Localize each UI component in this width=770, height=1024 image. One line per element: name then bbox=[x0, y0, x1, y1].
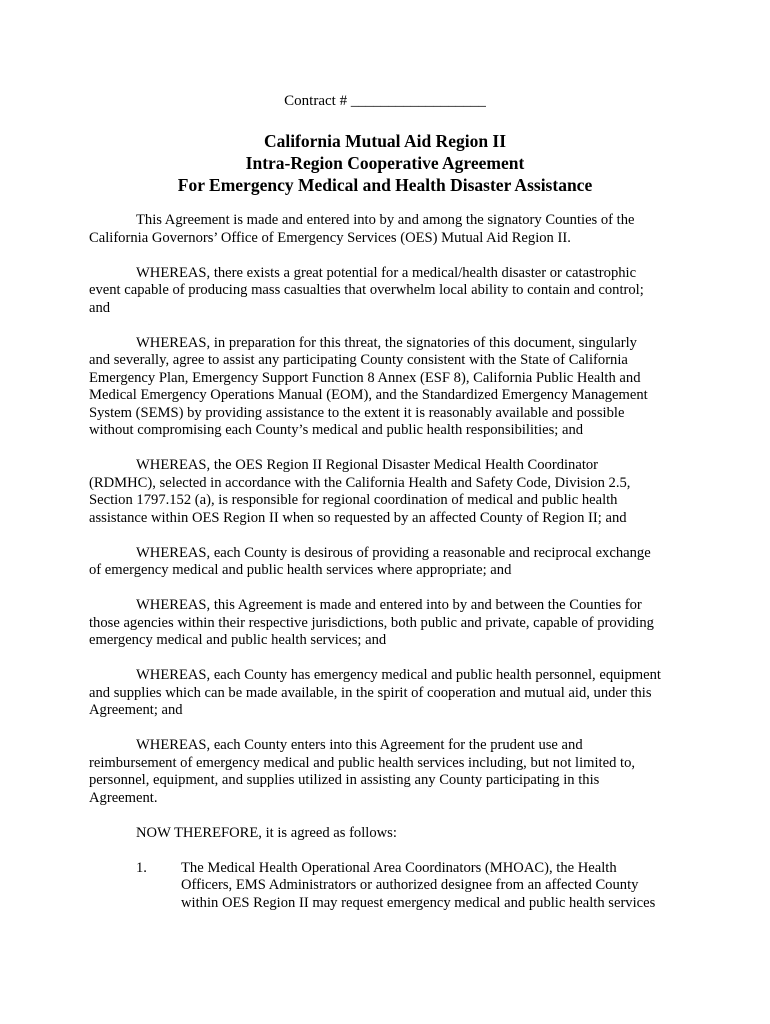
paragraph-line: System (SEMS) by providing assistance to the extent it is reasonably available and possible bbox=[89, 404, 625, 421]
paragraph-line: Agreement; and bbox=[89, 702, 183, 718]
paragraph-line: and bbox=[89, 299, 111, 316]
paragraph-line: WHEREAS, the OES Region II Regional Disaster Medical Health Coordinator bbox=[136, 457, 599, 473]
item-number: 1. bbox=[136, 859, 147, 876]
document-body bbox=[89, 212, 689, 912]
item-line: within OES Region II may request emergency medical and public health services bbox=[181, 894, 656, 911]
paragraph-line: and severally, agree to assist any participating County consistent with the State of California bbox=[89, 352, 628, 368]
paragraph-line: Emergency Plan, Emergency Support Function 8 Annex (ESF 8), California Public Health and bbox=[89, 369, 641, 386]
paragraph-line: WHEREAS, in preparation for this threat, the signatories of this document, singularly bbox=[136, 334, 637, 351]
document-title bbox=[0, 130, 770, 196]
paragraph-line: of emergency medical and public health services where appropriate; and bbox=[89, 562, 512, 578]
paragraph-line: personnel, equipment, and supplies utilized in assisting any County participating in this bbox=[89, 772, 600, 788]
paragraph-line: Agreement. bbox=[89, 789, 158, 806]
title-line-2: Intra-Region Cooperative Agreement bbox=[245, 153, 525, 173]
paragraph bbox=[89, 737, 689, 807]
paragraph-line: WHEREAS, there exists a great potential for a medical/health disaster or catastrophic bbox=[136, 264, 637, 281]
paragraph-line: Medical Emergency Operations Manual (EOM), and the Standardized Emergency Management bbox=[89, 387, 648, 403]
paragraph-line: and supplies which can be made available, in the spirit of cooperation and mutual aid, under this bbox=[89, 684, 652, 701]
numbered-item bbox=[89, 860, 689, 913]
paragraph bbox=[89, 212, 689, 247]
paragraph-line: those agencies within their respective jurisdictions, both public and private, capable of providing bbox=[89, 614, 654, 631]
paragraph bbox=[89, 265, 689, 318]
paragraph-line: This Agreement is made and entered into by and among the signatory Counties of the bbox=[136, 212, 635, 228]
paragraph bbox=[89, 335, 689, 440]
paragraph-line: WHEREAS, each County is desirous of providing a reasonable and reciprocal exchange bbox=[136, 544, 651, 561]
paragraph bbox=[89, 667, 689, 720]
item-line: The Medical Health Operational Area Coordinators (MHOAC), the Health bbox=[181, 859, 617, 876]
paragraph-line: WHEREAS, each County has emergency medical and public health personnel, equipment bbox=[136, 667, 661, 683]
paragraph-line: WHEREAS, this Agreement is made and entered into by and between the Counties for bbox=[136, 597, 642, 613]
paragraph bbox=[89, 545, 689, 580]
paragraph-line: California Governors’ Office of Emergency Services (OES) Mutual Aid Region II. bbox=[89, 229, 571, 246]
paragraph-line: emergency medical and public health services; and bbox=[89, 632, 387, 648]
paragraph bbox=[89, 457, 689, 527]
paragraph bbox=[89, 597, 689, 650]
paragraph bbox=[89, 825, 689, 843]
title-line-3: For Emergency Medical and Health Disaster Assistance bbox=[177, 175, 593, 195]
paragraph-line: WHEREAS, each County enters into this Agreement for the prudent use and bbox=[136, 737, 583, 753]
paragraph-line: event capable of producing mass casualties that overwhelm local ability to contain and control; bbox=[89, 282, 644, 298]
paragraph-line: NOW THEREFORE, it is agreed as follows: bbox=[136, 824, 397, 841]
paragraph-line: (RDMHC), selected in accordance with the California Health and Safety Code, Division 2.5, bbox=[89, 474, 631, 491]
paragraph-line: without compromising each County’s medical and public health responsibilities; and bbox=[89, 422, 584, 438]
item-line: Officers, EMS Administrators or authorized designee from an affected County bbox=[181, 877, 639, 893]
paragraph-line: assistance within OES Region II when so requested by an affected County of Region II; and bbox=[89, 509, 627, 526]
title-line-1: California Mutual Aid Region II bbox=[263, 131, 507, 151]
item-text bbox=[181, 860, 689, 913]
contract-number-line: Contract # __________________ bbox=[284, 93, 486, 109]
paragraph-line: Section 1797.152 (a), is responsible for regional coordination of medical and public health bbox=[89, 492, 618, 508]
paragraph-line: reimbursement of emergency medical and public health services including, but not limited to, bbox=[89, 754, 636, 771]
